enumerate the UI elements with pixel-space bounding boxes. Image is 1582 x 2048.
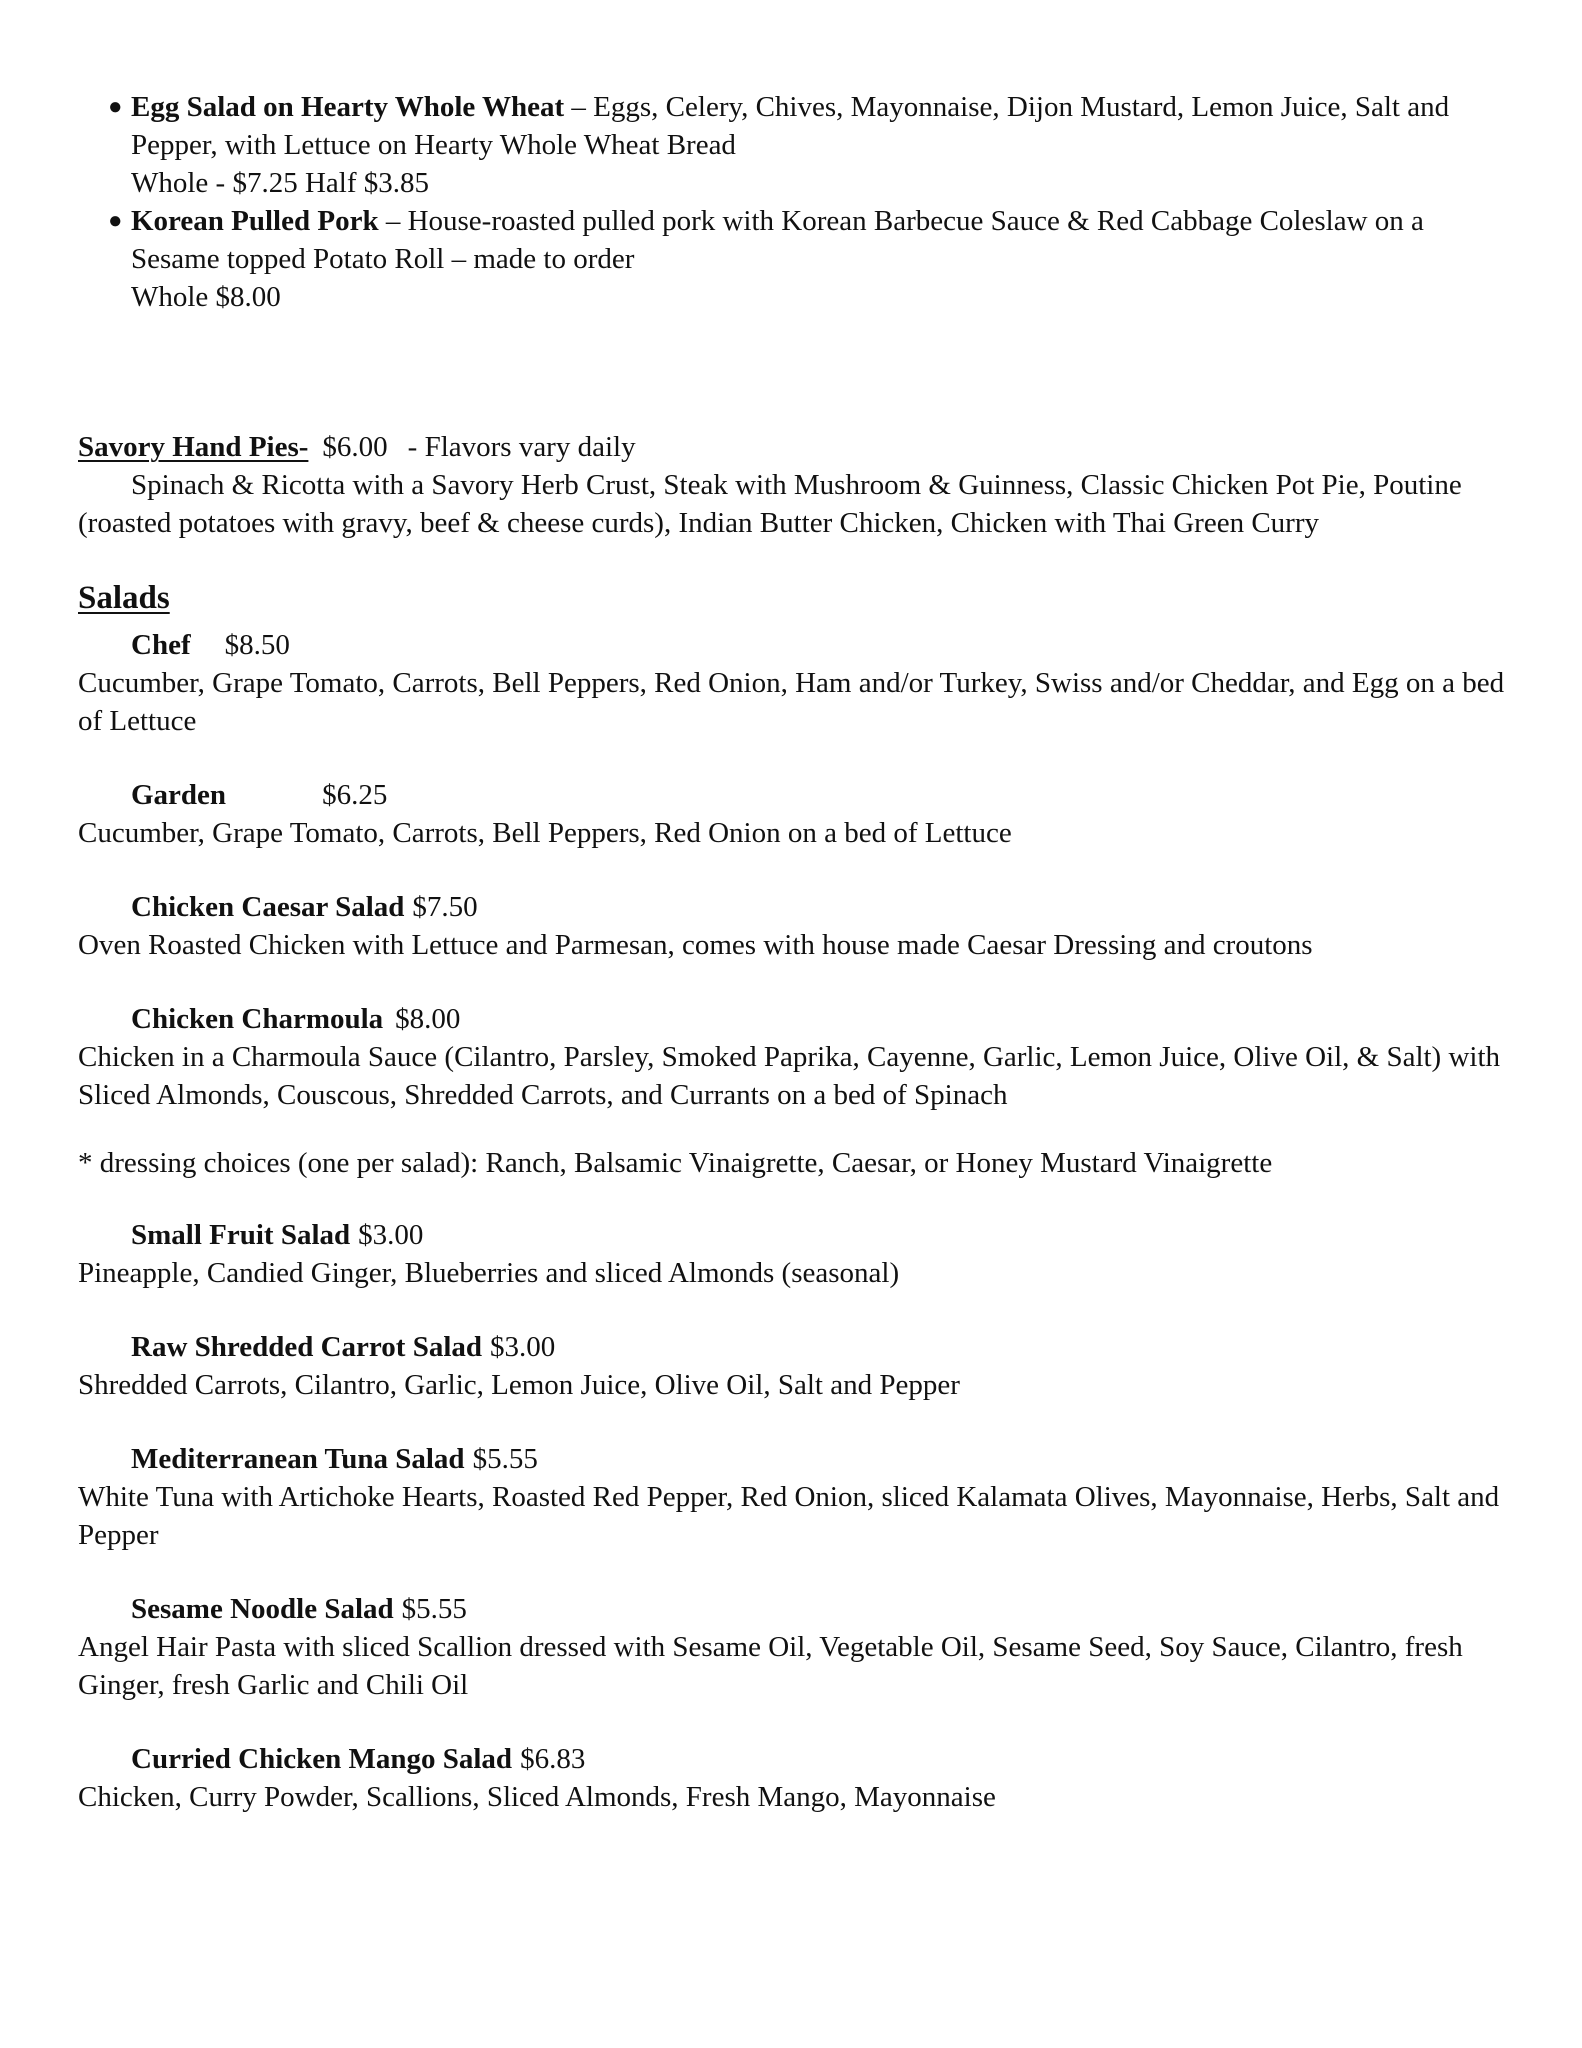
menu-item bbox=[78, 1590, 1510, 1704]
section-price: $6.00 bbox=[322, 431, 388, 463]
item-description: Oven Roasted Chicken with Lettuce and Parmesan, comes with house made Caesar Dressing and croutons bbox=[78, 929, 1313, 961]
menu-item bbox=[78, 888, 1510, 964]
section-note: - Flavors vary daily bbox=[407, 431, 636, 463]
item-name-line bbox=[78, 776, 1510, 814]
menu-item bbox=[78, 88, 1510, 202]
menu-item bbox=[78, 1000, 1510, 1114]
item-description: Cucumber, Grape Tomato, Carrots, Bell Peppers, Red Onion on a bed of Lettuce bbox=[78, 817, 1012, 849]
item-price: $6.83 bbox=[520, 1743, 586, 1775]
item-name-line bbox=[78, 1328, 1510, 1366]
item-description: – Eggs, Celery, Chives, Mayonnaise, Dijon Mustard, Lemon Juice, Salt and Pepper, with Lettuce on Hearty Whole Wheat Bread bbox=[131, 91, 1450, 161]
item-name: Curried Chicken Mango Salad bbox=[131, 1743, 513, 1775]
item-description: Pineapple, Candied Ginger, Blueberries and sliced Almonds (seasonal) bbox=[78, 1257, 900, 1289]
bullet-icon: ● bbox=[108, 94, 123, 120]
salads-section bbox=[78, 576, 1510, 1816]
item-text bbox=[131, 88, 1510, 164]
item-name-line bbox=[78, 1740, 1510, 1778]
item-price: $3.00 bbox=[358, 1219, 424, 1251]
sandwich-bullet-list bbox=[78, 88, 1510, 316]
hand-pies-heading-line bbox=[78, 428, 1510, 466]
item-name: Chicken Charmoula bbox=[131, 1003, 384, 1035]
item-description: Cucumber, Grape Tomato, Carrots, Bell Peppers, Red Onion, Ham and/or Turkey, Swiss and/or Cheddar, and Egg on a bed of Lettuce bbox=[78, 667, 1505, 737]
bullet-icon: ● bbox=[108, 208, 123, 234]
item-price: $5.55 bbox=[401, 1593, 467, 1625]
item-name: Mediterranean Tuna Salad bbox=[131, 1443, 465, 1475]
menu-item bbox=[78, 626, 1510, 740]
menu-item bbox=[78, 776, 1510, 852]
menu-item bbox=[78, 1328, 1510, 1404]
item-name-line bbox=[78, 1590, 1510, 1628]
item-name: Garden bbox=[131, 779, 227, 811]
item-name: Raw Shredded Carrot Salad bbox=[131, 1331, 483, 1363]
menu-item bbox=[78, 1740, 1510, 1816]
item-name-line bbox=[78, 1000, 1510, 1038]
item-description: Angel Hair Pasta with sliced Scallion dressed with Sesame Oil, Vegetable Oil, Sesame Seed, Soy Sauce, Cilantro, fresh Ginger, fresh Garlic and Chili Oil bbox=[78, 1631, 1463, 1701]
section-heading: Savory Hand Pies- bbox=[78, 431, 309, 463]
item-name: Chicken Caesar Salad bbox=[131, 891, 405, 923]
item-name: Korean Pulled Pork bbox=[131, 205, 379, 237]
item-name-line bbox=[78, 888, 1510, 926]
section-description: Spinach & Ricotta with a Savory Herb Crust, Steak with Mushroom & Guinness, Classic Chicken Pot Pie, Poutine (roasted potatoes with gravy, beef & cheese curds), Indian Butter Chicken, Chicken with Thai Green Curry bbox=[78, 469, 1462, 539]
item-name-line bbox=[78, 626, 1510, 664]
item-name: Egg Salad on Hearty Whole Wheat bbox=[131, 91, 565, 123]
item-price: $6.25 bbox=[322, 779, 388, 811]
item-price: $5.55 bbox=[472, 1443, 538, 1475]
item-text bbox=[131, 202, 1510, 278]
item-description: Chicken, Curry Powder, Scallions, Sliced Almonds, Fresh Mango, Mayonnaise bbox=[78, 1781, 996, 1813]
menu-item bbox=[78, 1216, 1510, 1292]
salads-heading-text: Salads bbox=[78, 580, 170, 616]
item-price: $7.50 bbox=[412, 891, 478, 923]
item-description: – House-roasted pulled pork with Korean Barbecue Sauce & Red Cabbage Coleslaw on a Sesame topped Potato Roll – made to order bbox=[131, 205, 1424, 275]
section-heading bbox=[78, 576, 1510, 620]
item-price: $8.50 bbox=[224, 629, 290, 661]
item-name: Chef bbox=[131, 629, 191, 661]
item-price-line: Whole - $7.25 Half $3.85 bbox=[131, 167, 429, 199]
item-name: Small Fruit Salad bbox=[131, 1219, 351, 1251]
dressing-note: * dressing choices (one per salad): Ranch, Balsamic Vinaigrette, Caesar, or Honey Mustard Vinaigrette bbox=[78, 1147, 1273, 1179]
item-description: Chicken in a Charmoula Sauce (Cilantro, Parsley, Smoked Paprika, Cayenne, Garlic, Lemon Juice, Olive Oil, & Salt) with Sliced Almonds, Couscous, Shredded Carrots, and Currants on a bed of Spinach bbox=[78, 1041, 1501, 1111]
item-price-line: Whole $8.00 bbox=[131, 281, 281, 313]
item-description: White Tuna with Artichoke Hearts, Roasted Red Pepper, Red Onion, sliced Kalamata Olives, Mayonnaise, Herbs, Salt and Pepper bbox=[78, 1481, 1500, 1551]
item-description: Shredded Carrots, Cilantro, Garlic, Lemon Juice, Olive Oil, Salt and Pepper bbox=[78, 1369, 960, 1401]
item-price: $3.00 bbox=[490, 1331, 556, 1363]
menu-item bbox=[78, 202, 1510, 316]
hand-pies-section bbox=[78, 428, 1510, 542]
item-name-line bbox=[78, 1440, 1510, 1478]
item-name: Sesame Noodle Salad bbox=[131, 1593, 394, 1625]
menu-item bbox=[78, 1440, 1510, 1554]
item-name-line bbox=[78, 1216, 1510, 1254]
item-price: $8.00 bbox=[395, 1003, 461, 1035]
